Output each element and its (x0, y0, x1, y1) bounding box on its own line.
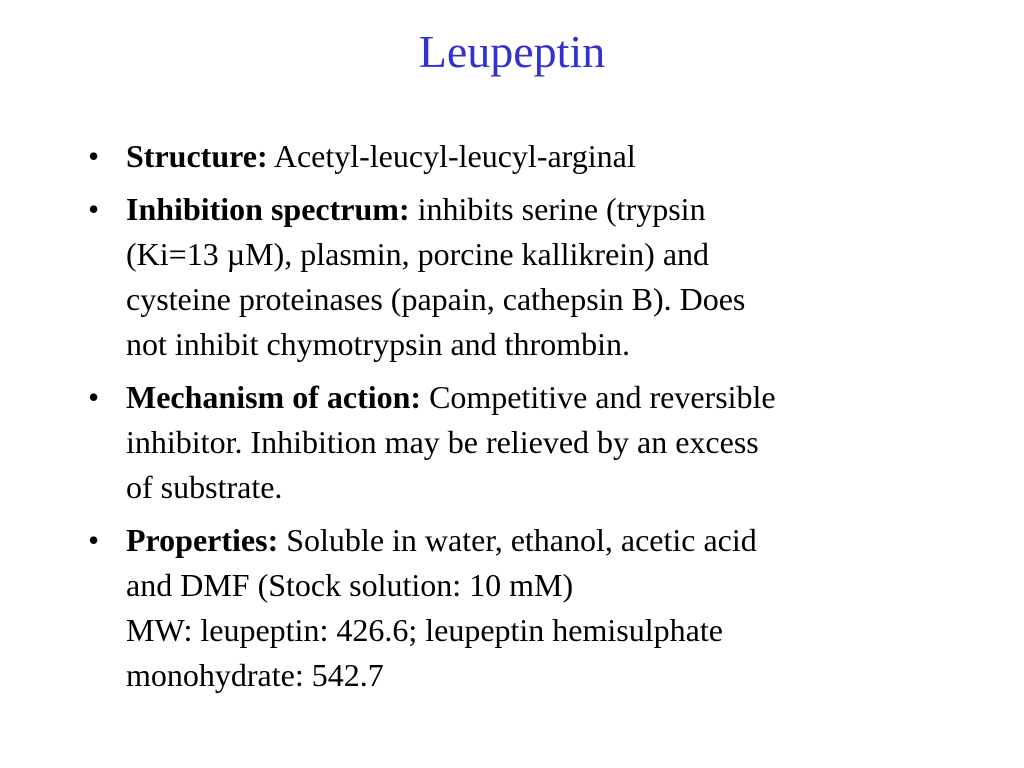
bullet-line (126, 518, 968, 563)
bullet-text: Competitive and reversible (429, 379, 776, 415)
bullet-line: inhibitor. Inhibition may be relieved by an excess (126, 424, 759, 460)
bullet-dot-icon: • (88, 138, 100, 174)
bullet-heading: Structure: (126, 138, 268, 174)
bullet-line: (Ki=13 µM), plasmin, porcine kallikrein) and (126, 236, 710, 272)
bullet-list (88, 134, 968, 706)
bullet-heading: Mechanism of action: (126, 379, 422, 415)
bullet-heading: Inhibition spectrum: (126, 191, 410, 227)
bullet-mechanism-of-action (88, 375, 968, 510)
bullet-line (126, 375, 968, 420)
bullet-text: Acetyl-leucyl-leucyl-arginal (273, 138, 636, 174)
bullet-dot-icon: • (88, 379, 100, 415)
bullet-line: of substrate. (126, 469, 283, 505)
bullet-dot-icon: • (88, 191, 100, 227)
bullet-line: MW: leupeptin: 426.6; leupeptin hemisulphate (126, 612, 723, 648)
bullet-properties (88, 518, 968, 698)
bullet-line (126, 187, 968, 232)
bullet-line: not inhibit chymotrypsin and thrombin. (126, 326, 630, 362)
bullet-line: and DMF (Stock solution: 10 mM) (126, 567, 574, 603)
bullet-dot-icon: • (88, 522, 100, 558)
slide-title: Leupeptin (418, 26, 606, 77)
bullet-text: inhibits serine (trypsin (417, 191, 706, 227)
bullet-text: Soluble in water, ethanol, acetic acid (286, 522, 757, 558)
bullet-line (126, 134, 968, 179)
bullet-structure (88, 134, 968, 179)
bullet-line: cysteine proteinases (papain, cathepsin B). Does (126, 281, 746, 317)
bullet-inhibition-spectrum (88, 187, 968, 367)
bullet-heading: Properties: (126, 522, 279, 558)
bullet-line: monohydrate: 542.7 (126, 657, 384, 693)
